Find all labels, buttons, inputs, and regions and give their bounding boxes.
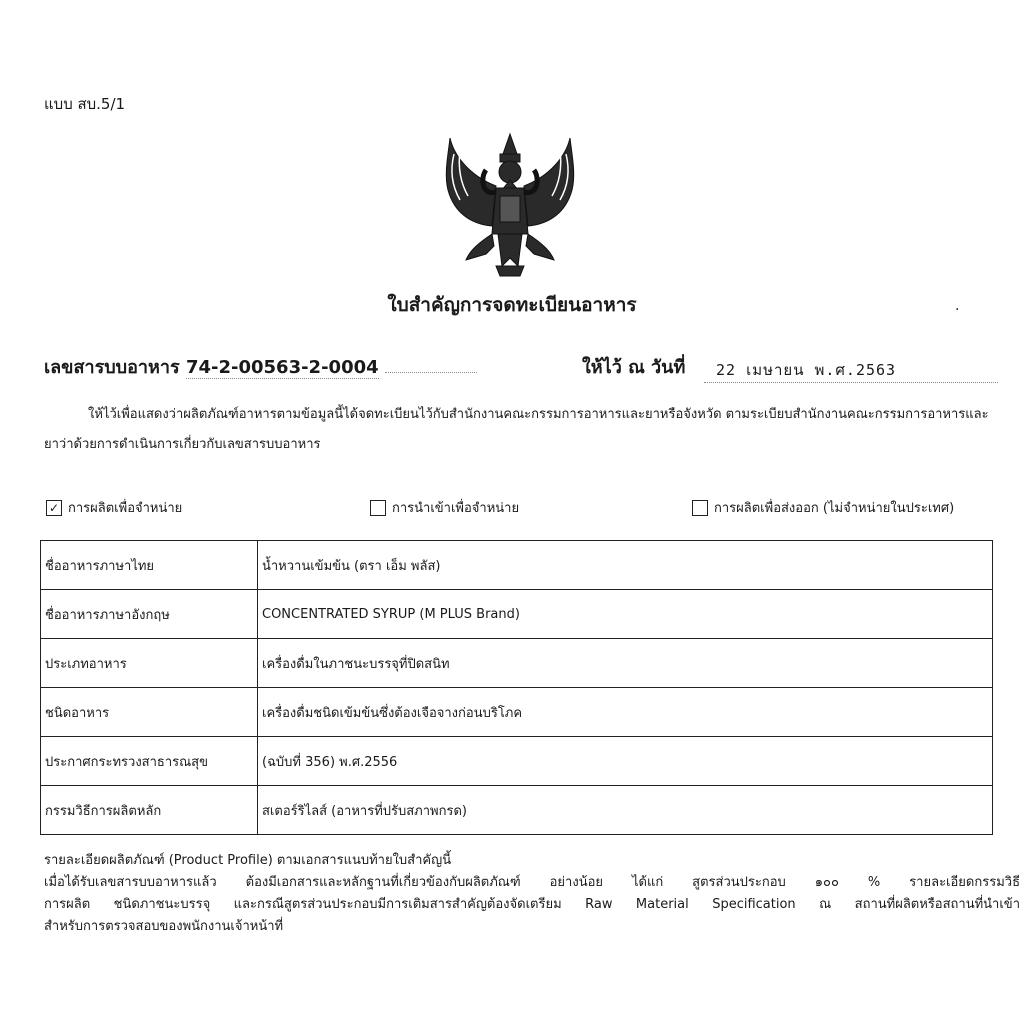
notes-line: การผลิต ชนิดภาชนะบรรจุ และกรณีสูตรส่วนประกอบมีการเติมสารสำคัญต้องจัดเตรียม Raw Material Specification ณ สถานที่ผลิตหรือสถานที่นำเข้า [44,897,1020,912]
checkbox-label: การนำเข้าเพื่อจำหน่าย [392,501,520,516]
issue-date-value: 22 เมษายน พ.ศ.2563 [704,358,998,383]
notes-line: เมื่อได้รับเลขสารบบอาหารแล้ว ต้องมีเอกสารและหลักฐานที่เกี่ยวข้องกับผลิตภัณฑ์ อย่างน้อย ได้แก่ สูตรส่วนประกอบ ๑๐๐ % รายละเอียดกรรมวิธี [44,875,1020,890]
row-value: น้ำหวานเข้มข้น (ตรา เอ็ม พลัส) [258,541,993,590]
table-row [41,590,993,639]
registration-label: เลขสารบบอาหาร [44,357,180,378]
notes-line: สำหรับการตรวจสอบของพนักงานเจ้าหน้าที่ [44,919,284,934]
row-label: ชื่ออาหารภาษาไทย [41,541,258,590]
registration-number: 74-2-00563-2-0004 [185,357,379,378]
checkbox-unchecked[interactable] [692,500,708,516]
row-value: เครื่องดื่มในภาชนะบรรจุที่ปิดสนิท [258,639,993,688]
row-value: เครื่องดื่มชนิดเข้มข้นซึ่งต้องเจือจางก่อนบริโภค [258,688,993,737]
row-value: สเตอร์ริไลส์ (อาหารที่ปรับสภาพกรด) [258,786,993,835]
row-value: (ฉบับที่ 356) พ.ศ.2556 [258,737,993,786]
checkbox-unchecked[interactable] [370,500,386,516]
row-label: ประเภทอาหาร [41,639,258,688]
table-row [41,688,993,737]
scan-mark: . [955,298,960,314]
intro-paragraph: ให้ไว้เพื่อแสดงว่าผลิตภัณฑ์อาหารตามข้อมูลนี้ได้จดทะเบียนไว้กับสำนักงานคณะกรรมการอาหารและยาหรือจังหวัด ตามระเบียบสำนักงานคณะกรรมการอาหารและยาว่าด้วยการดำเนินการเกี่ยวกับเลขสารบบอาหาร [44,407,989,452]
table-row [41,737,993,786]
checkbox-import-for-sale[interactable] [370,497,519,518]
checkbox-label: การผลิตเพื่อส่งออก (ไม่จำหน่ายในประเทศ) [714,501,955,516]
registration-number-row [44,352,477,381]
checkbox-manufacture-for-export[interactable] [692,497,954,518]
checkbox-checked[interactable] [46,500,62,516]
notes-line: รายละเอียดผลิตภัณฑ์ (Product Profile) ตามเอกสารแนบท้ายใบสำคัญนี้ [44,853,452,868]
document-title: ใบสำคัญการจดทะเบียนอาหาร [387,294,637,316]
checkbox-manufacture-for-sale[interactable] [46,497,182,518]
row-label: ประกาศกระทรวงสาธารณสุข [41,737,258,786]
notes-section [44,850,1020,938]
form-code: แบบ สบ.5/1 [44,95,126,113]
row-label: ชื่ออาหารภาษาอังกฤษ [41,590,258,639]
checkbox-label: การผลิตเพื่อจำหน่าย [68,501,183,516]
food-info-table [40,540,993,835]
issue-date-label: ให้ไว้ ณ วันที่ [582,357,686,378]
table-row [41,541,993,590]
garuda-emblem-icon [440,126,580,284]
checkmark-icon: ✓ [48,500,60,515]
table-row [41,639,993,688]
registration-dotted-line [385,372,477,373]
row-label: ชนิดอาหาร [41,688,258,737]
table-row [41,786,993,835]
row-value: CONCENTRATED SYRUP (M PLUS Brand) [258,590,993,639]
row-label: กรรมวิธีการผลิตหลัก [41,786,258,835]
